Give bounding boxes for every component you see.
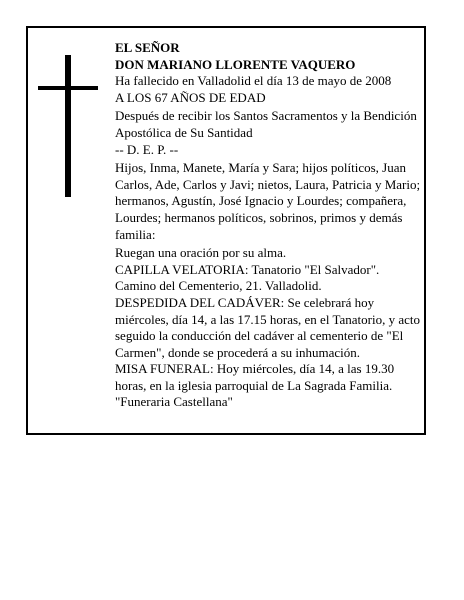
obituary-notice	[26, 26, 426, 435]
family-text: Hijos, Inma, Manete, María y Sara; hijos políticos, Juan Carlos, Ade, Carlos y Javi; nietos, Laura, Patricia y Mario; hermanos, Agustín, José Ignacio y Lourdes; compañera, Lourdes; hermanos políticos, sobrinos, primos y demás familia:	[115, 160, 421, 242]
deceased-name: DON MARIANO LLORENTE VAQUERO	[115, 56, 356, 72]
cross-icon	[38, 55, 98, 197]
mass-text: MISA FUNERAL: Hoy miércoles, día 14, a las 19.30 horas, en la iglesia parroquial de La Sagrada Familia.	[115, 361, 395, 393]
notice-body	[115, 40, 421, 411]
death-line: Ha fallecido en Valladolid el día 13 de mayo de 2008	[115, 73, 392, 89]
chapel-text: CAPILLA VELATORIA: Tanatorio "El Salvador". Camino del Cementerio, 21. Valladolid.	[115, 261, 380, 294]
prayer-text: Ruegan una oración por su alma.	[115, 245, 287, 261]
sacraments-text: Después de recibir los Santos Sacramentos y la Bendición Apostólica de Su Santidad	[115, 108, 417, 140]
funeral-home: "Funeraria Castellana"	[115, 394, 233, 410]
rip-line: -- D. E. P. --	[115, 141, 179, 157]
cross-vertical-bar	[65, 55, 71, 197]
cross-horizontal-bar	[38, 86, 98, 90]
age-line: A LOS 67 AÑOS DE EDAD	[115, 89, 266, 105]
farewell-text: DESPEDIDA DEL CADÁVER: Se celebrará hoy miércoles, día 14, a las 17.15 horas, en el Tanatorio, y acto seguido la conducción del cadáver al cementerio de "El Carmen", donde se procederá a su inhumación.	[115, 294, 420, 360]
notice-title: EL SEÑOR	[115, 40, 180, 55]
